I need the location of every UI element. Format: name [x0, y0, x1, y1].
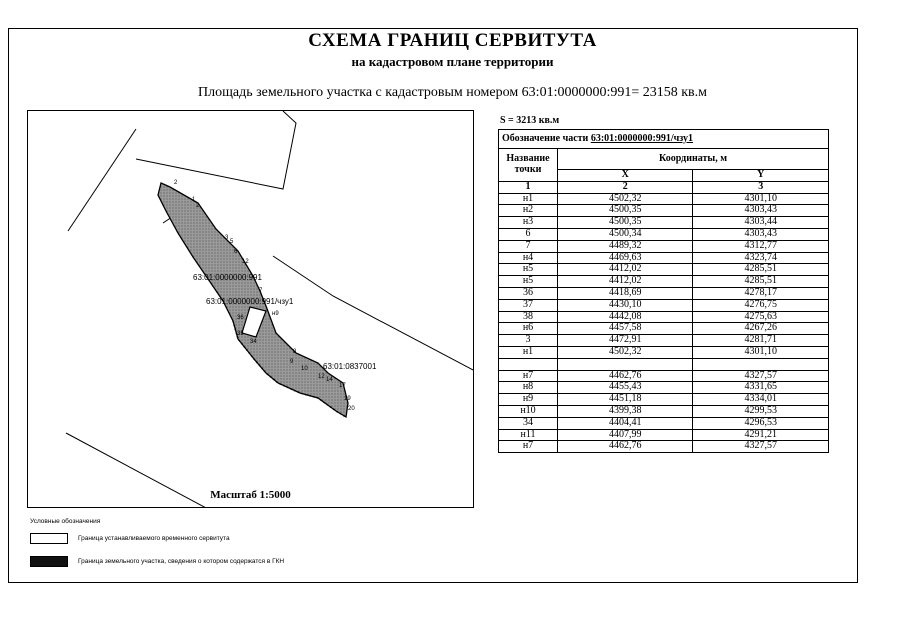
neighbor-boundary-road [136, 111, 296, 189]
legend-title: Условные обозначения [30, 518, 101, 525]
map-drawing [28, 111, 474, 508]
point-2b: 2 [196, 203, 200, 209]
cell-x: 4469,63 [558, 252, 693, 264]
cell-point-name: н6 [499, 323, 558, 335]
cell-x: 4455,43 [558, 382, 693, 394]
col-index-2: 2 [558, 181, 693, 193]
cell-x: 4412,02 [558, 276, 693, 288]
cell-y: 4303,43 [693, 228, 829, 240]
cell-y: 4285,51 [693, 276, 829, 288]
cell-point-name: 38 [499, 311, 558, 323]
point-35: 35 [237, 331, 244, 337]
cell-y: 4301,10 [693, 346, 829, 358]
cell-x: 4430,10 [558, 299, 693, 311]
col-header-coords: Координаты, м [558, 149, 829, 170]
table-row [499, 228, 829, 240]
cell-point-name: 7 [499, 240, 558, 252]
cell-x: 4418,69 [558, 287, 693, 299]
cell-y: 4267,26 [693, 323, 829, 335]
table-row [499, 441, 829, 453]
cell-y: 4278,17 [693, 287, 829, 299]
cell-point-name: н5 [499, 264, 558, 276]
point-n9: н9 [272, 311, 279, 317]
col-header-x: X [558, 170, 693, 182]
label-parcel-part: 63:01:0000000:991/чзу1 [206, 297, 294, 306]
cell-point-name: н11 [499, 429, 558, 441]
table-row [499, 276, 829, 288]
table-row [499, 405, 829, 417]
table-row [499, 240, 829, 252]
cell-y: 4276,75 [693, 299, 829, 311]
cell-x: 4462,76 [558, 370, 693, 382]
legend-label-servitude: Граница устанавливаемого временного сервитута [78, 535, 230, 542]
cell-point-name: н7 [499, 441, 558, 453]
point-14: 14 [326, 377, 333, 383]
cell-point-name: н2 [499, 205, 558, 217]
cell-point-name: н4 [499, 252, 558, 264]
table-row [499, 382, 829, 394]
table-row [499, 217, 829, 229]
cell-point-name: н8 [499, 382, 558, 394]
parcel-area-line: Площадь земельного участка с кадастровым номером 63:01:0000000:991= 23158 кв.м [197, 85, 708, 100]
cell-point-name: н10 [499, 405, 558, 417]
cell-y: 4291,21 [693, 429, 829, 441]
point-3: 3 [225, 235, 229, 241]
cadastral-map [27, 110, 474, 508]
cell-x: 4412,02 [558, 264, 693, 276]
col-header-name: Название точки [499, 149, 558, 182]
table-row [499, 417, 829, 429]
table-row [499, 335, 829, 347]
cell-x: 4407,99 [558, 429, 693, 441]
table-row [499, 394, 829, 406]
document-subtitle: на кадастровом плане территории [351, 54, 554, 69]
cell-point-name: н1 [499, 346, 558, 358]
table-row [499, 346, 829, 358]
cell-y: 4275,63 [693, 311, 829, 323]
cell-x: 4442,08 [558, 311, 693, 323]
point-17: 17 [339, 383, 346, 389]
point-12: 12 [242, 259, 249, 265]
cell-y: 4327,57 [693, 370, 829, 382]
table-row [499, 205, 829, 217]
point-20: 20 [348, 406, 355, 412]
cell-x: 4500,35 [558, 205, 693, 217]
cell-y: 4327,57 [693, 441, 829, 453]
cell-point-name [499, 358, 558, 370]
point-12b: 12 [318, 374, 325, 380]
cell-y: 4301,10 [693, 193, 829, 205]
point-8: 8 [293, 349, 297, 355]
cell-y: 4331,65 [693, 382, 829, 394]
cell-x: 4502,32 [558, 346, 693, 358]
table-row [499, 264, 829, 276]
point-36: 36 [237, 315, 244, 321]
cell-point-name: 6 [499, 228, 558, 240]
point-9: 9 [290, 359, 294, 365]
cell-y: 4303,43 [693, 205, 829, 217]
cell-y: 4334,01 [693, 394, 829, 406]
servitude-area: S = 3213 кв.м [500, 115, 560, 126]
cell-y [693, 358, 829, 370]
table-row [499, 358, 829, 370]
cell-point-name: 37 [499, 299, 558, 311]
cell-y: 4312,77 [693, 240, 829, 252]
cell-x: 4451,18 [558, 394, 693, 406]
cell-y: 4303,44 [693, 217, 829, 229]
document-title: СХЕМА ГРАНИЦ СЕРВИТУТА [308, 30, 597, 51]
table-row [499, 429, 829, 441]
neighbor-boundary-right [273, 256, 474, 371]
cell-x: 4500,35 [558, 217, 693, 229]
cell-point-name: н1 [499, 193, 558, 205]
cell-point-name: н5 [499, 276, 558, 288]
table-row [499, 299, 829, 311]
point-6: 6 [234, 249, 238, 255]
cell-y: 4281,71 [693, 335, 829, 347]
cell-point-name: 36 [499, 287, 558, 299]
cell-x: 4502,32 [558, 193, 693, 205]
cell-x: 4462,76 [558, 441, 693, 453]
cell-x: 4472,91 [558, 335, 693, 347]
point-10: 10 [301, 366, 308, 372]
table-row [499, 193, 829, 205]
label-parcel-neighbor: 63:01:0837001 [323, 362, 377, 371]
legend-swatch-parcel [30, 556, 68, 567]
col-header-y: Y [693, 170, 829, 182]
table-row [499, 323, 829, 335]
cell-point-name: 34 [499, 417, 558, 429]
coordinates-table [498, 129, 829, 453]
cell-x: 4399,38 [558, 405, 693, 417]
table-caption-number: 63:01:0000000:991/чзу1 [590, 132, 694, 144]
cell-x [558, 358, 693, 370]
table-row [499, 287, 829, 299]
table-row [499, 370, 829, 382]
col-index-1: 1 [499, 181, 558, 193]
point-2a: 2 [174, 180, 178, 186]
legend-label-parcel: Граница земельного участка, сведения о котором содержатся в ГКН [78, 558, 285, 565]
point-19: 19 [344, 396, 351, 402]
cell-y: 4296,53 [693, 417, 829, 429]
cell-point-name: 3 [499, 335, 558, 347]
neighbor-boundary-top [68, 129, 136, 231]
label-parcel-main: 63:01:0000000:991 [193, 273, 262, 282]
cell-point-name: н3 [499, 217, 558, 229]
cell-x: 4500,34 [558, 228, 693, 240]
point-34: 34 [250, 339, 257, 345]
point-7: 7 [259, 288, 263, 294]
table-body [499, 193, 829, 453]
cell-point-name: н7 [499, 370, 558, 382]
cell-point-name: н9 [499, 394, 558, 406]
cell-x: 4489,32 [558, 240, 693, 252]
cell-y: 4299,53 [693, 405, 829, 417]
table-caption [499, 130, 829, 149]
table-row [499, 252, 829, 264]
legend-swatch-servitude [30, 533, 68, 544]
table-row [499, 311, 829, 323]
cell-x: 4404,41 [558, 417, 693, 429]
cell-y: 4323,74 [693, 252, 829, 264]
cell-x: 4457,58 [558, 323, 693, 335]
map-scale: Масштаб 1:5000 [210, 489, 291, 501]
table-caption-prefix: Обозначение части [502, 132, 591, 144]
point-1: 1 [192, 197, 196, 203]
point-5: 5 [230, 239, 234, 245]
col-index-3: 3 [693, 181, 829, 193]
cell-y: 4285,51 [693, 264, 829, 276]
